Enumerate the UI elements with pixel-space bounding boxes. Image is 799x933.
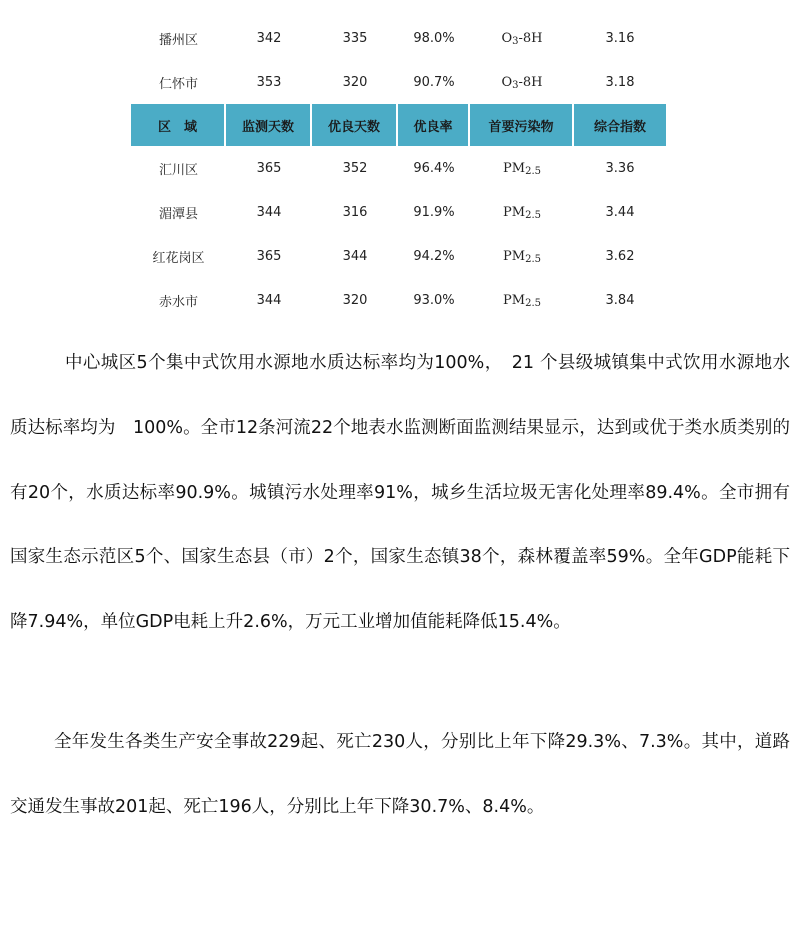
primary-pollutant-cell: $PM_{2.5}$ [503,292,541,309]
composite-index-cell: 3.62 [605,248,635,264]
good-days-cell: 335 [342,30,368,46]
primary-pollutant-cell: $O_3-8H$ [501,74,543,91]
primary-pollutant-cell: $PM_{2.5}$ [503,160,541,177]
header-composite-index: 综合指数 [574,104,666,146]
monitoring-days-cell: 353 [256,74,282,90]
region-cell: 湄潭县 [158,206,198,222]
paragraph-text: 全年发生各类生产安全事故229起、死亡230人，分别比上年下降29.3%、7.3%。其中，道路交通发生事故201起、死亡196人，分别比上年下降30.7%、8.4%。 [10,732,790,817]
table-row [131,190,666,234]
good-rate-cell: 94.2% [413,248,455,264]
table-row [131,278,666,322]
composite-index-cell: 3.18 [605,74,635,90]
header-good-rate: 优良率 [398,104,470,146]
good-rate-cell: 90.7% [413,74,455,90]
primary-pollutant-cell: $O_3-8H$ [501,30,543,47]
composite-index-cell: 3.84 [605,292,635,308]
good-days-cell: 352 [342,160,368,176]
water-ecology-paragraph [10,331,790,655]
paragraph-text: 中心城区5个集中式饮用水源地水质达标率均为100%， 21 个县级城镇集中式饮用水源地水质达标率均为 100%。全市12条河流22个地表水监测断面监测结果显示，达到或优于类水质类别的有20个，水质达标率90.9%。城镇污水处理率91%，城乡生活垃圾无害化处理率89.4%。全市拥有国家生态示范区5个、国家生态县（市）2个，国家生态镇38个，森林覆盖率59%。全年GDP能耗下降7.94%，单位GDP电耗上升2.6%，万元工业增加值能耗降低15.4%。 [10,353,790,633]
table-row [131,16,666,60]
good-rate-cell: 96.4% [413,160,455,176]
region-cell: 播州区 [158,32,198,48]
header-monitoring-days: 监测天数 [226,104,312,146]
table-row [131,146,666,190]
primary-pollutant-cell: $PM_{2.5}$ [503,204,541,221]
good-days-cell: 320 [342,74,368,90]
header-primary-pollutant: 首要污染物 [470,104,574,146]
good-days-cell: 320 [342,292,368,308]
good-rate-cell: 93.0% [413,292,455,308]
good-days-cell: 344 [342,248,368,264]
safety-accident-paragraph [10,710,790,840]
monitoring-days-cell: 342 [256,30,282,46]
header-good-days: 优良天数 [312,104,398,146]
table-header-row [131,104,666,146]
good-rate-cell: 98.0% [413,30,455,46]
monitoring-days-cell: 344 [256,292,282,308]
region-cell: 汇川区 [158,162,198,178]
header-region: 区 域 [131,104,226,146]
region-cell: 仁怀市 [158,76,198,92]
primary-pollutant-cell: $PM_{2.5}$ [503,248,541,265]
air-quality-table [131,16,666,322]
region-cell: 赤水市 [158,294,198,310]
good-days-cell: 316 [342,204,368,220]
monitoring-days-cell: 365 [256,248,282,264]
region-cell: 红花岗区 [152,250,205,266]
composite-index-cell: 3.36 [605,160,635,176]
good-rate-cell: 91.9% [413,204,455,220]
monitoring-days-cell: 365 [256,160,282,176]
composite-index-cell: 3.16 [605,30,635,46]
composite-index-cell: 3.44 [605,204,635,220]
monitoring-days-cell: 344 [256,204,282,220]
table-row [131,234,666,278]
table-row [131,60,666,104]
